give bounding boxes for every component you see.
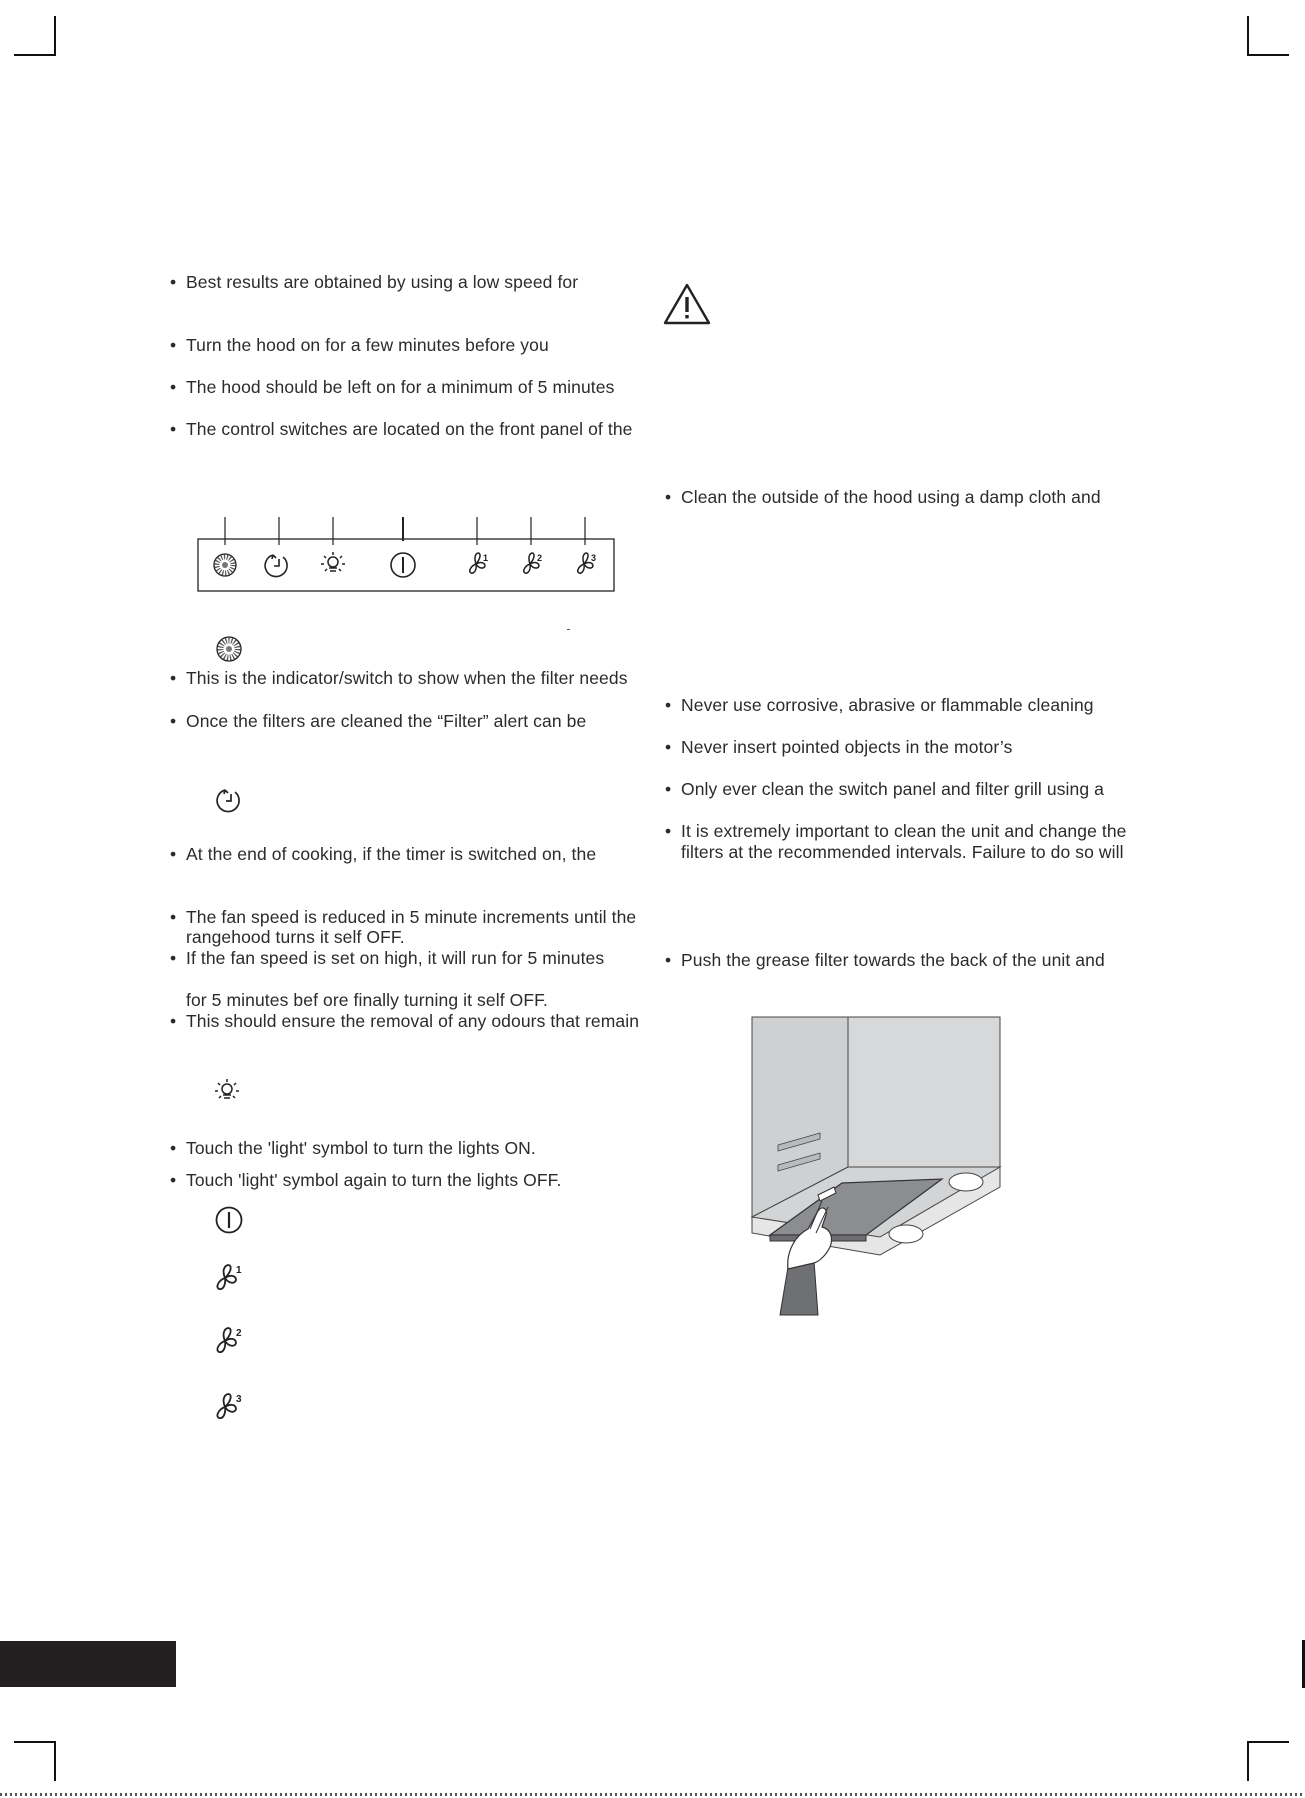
bottom-dotted-border — [0, 1793, 1305, 1796]
fan-label-3: 3 — [236, 1394, 242, 1405]
power-icon — [391, 553, 415, 577]
control-panel-diagram — [197, 515, 617, 595]
filter-bullet: • Once the filters are cleaned the “Filter” alert can be — [170, 711, 587, 731]
crop-mark-bottom-right-v — [1247, 1741, 1249, 1781]
fan-label-1: 1 — [236, 1265, 242, 1276]
fan-speed-2-icon — [212, 1325, 244, 1355]
timer-icon — [216, 786, 244, 814]
filter-bullet: • This is the indicator/switch to show when the filter needs — [170, 668, 628, 688]
crop-mark-top-left-h — [14, 54, 56, 56]
grease-filter-removal-illustration — [730, 1015, 1030, 1315]
caution-continuation: filters at the recommended intervals. Failure to do so will — [681, 842, 1124, 862]
crop-mark-bottom-right-h — [1247, 1741, 1289, 1743]
filter-indicator-icon — [215, 635, 243, 663]
light-icon — [321, 552, 345, 571]
fan-speed-3-icon — [212, 1391, 244, 1421]
fan-label-3: 3 — [591, 553, 597, 563]
timer-continuation: for 5 minutes bef ore finally turning it self OFF. — [186, 990, 548, 1010]
caution-bullet: • It is extremely important to clean the unit and change the — [665, 821, 1127, 841]
caution-bullet: • Never use corrosive, abrasive or flammable cleaning — [665, 695, 1094, 715]
light-bullet: • Touch the 'light' symbol to turn the lights ON. — [170, 1138, 536, 1158]
timer-bullet: • The fan speed is reduced in 5 minute increments until the — [170, 907, 637, 927]
crop-mark-bottom-left-h — [14, 1741, 56, 1743]
filter-removal-bullet: • Push the grease filter towards the back of the unit and — [665, 950, 1105, 970]
fan-label-2: 2 — [236, 1328, 242, 1339]
usage-bullet: • Turn the hood on for a few minutes before you — [170, 335, 549, 355]
caution-bullet: • Only ever clean the switch panel and filter grill using a — [665, 779, 1104, 799]
crop-mark-top-left-v — [54, 16, 56, 56]
control-panel-svg — [197, 515, 617, 595]
light-bullet: • Touch 'light' symbol again to turn the lights OFF. — [170, 1170, 562, 1190]
timer-icon — [265, 555, 287, 577]
usage-bullet: • The control switches are located on the front panel of the — [170, 419, 633, 439]
stray-mark — [567, 629, 570, 630]
usage-bullet: • The hood should be left on for a minimum of 5 minutes — [170, 377, 615, 397]
crop-mark-bottom-left-v — [54, 1741, 56, 1781]
filter-indicator-icon — [214, 554, 236, 576]
fan-speed-1-icon — [212, 1262, 244, 1292]
timer-bullet: • If the fan speed is set on high, it will run for 5 minutes — [170, 948, 605, 968]
usage-bullet: • Best results are obtained by using a low speed for — [170, 272, 579, 292]
warning-triangle-icon — [662, 282, 712, 326]
crop-mark-top-right-h — [1247, 54, 1289, 56]
page-footer-tab — [0, 1641, 176, 1687]
timer-bullet: • At the end of cooking, if the timer is switched on, the — [170, 844, 597, 864]
cleaning-bullet: • Clean the outside of the hood using a damp cloth and — [665, 487, 1101, 507]
light-icon — [213, 1077, 241, 1105]
caution-bullet: • Never insert pointed objects in the motor’s — [665, 737, 1013, 757]
timer-continuation: rangehood turns it self OFF. — [186, 927, 405, 947]
fan-label-2: 2 — [537, 553, 543, 563]
crop-mark-top-right-v — [1247, 16, 1249, 56]
timer-bullet: • This should ensure the removal of any odours that remain — [170, 1011, 640, 1031]
power-icon — [214, 1205, 244, 1235]
fan-label-1: 1 — [483, 553, 489, 563]
